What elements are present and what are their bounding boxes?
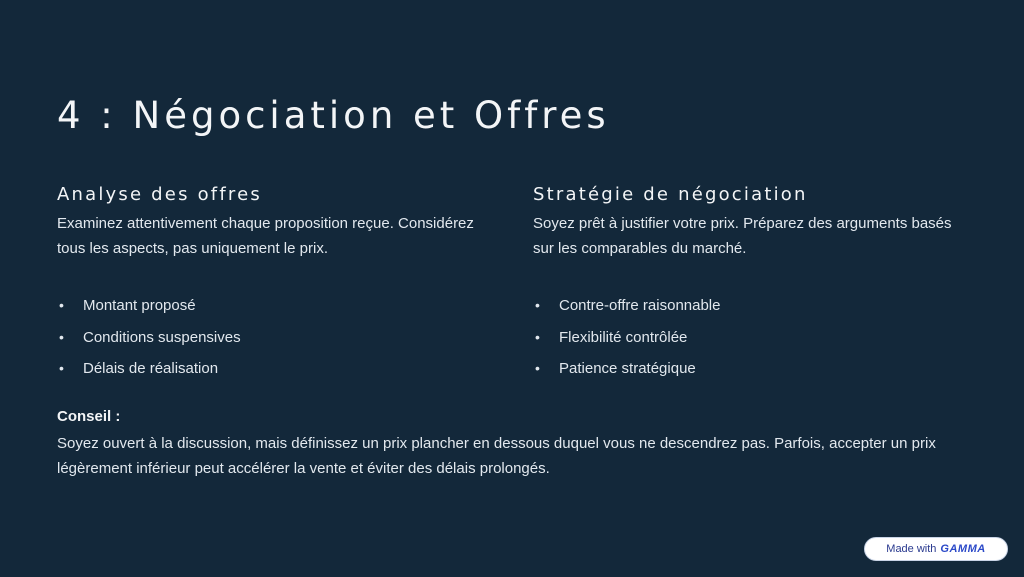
right-column-list	[533, 290, 720, 385]
left-column-list	[57, 290, 241, 385]
left-column-heading: Analyse des offres	[57, 184, 262, 205]
right-column-description: Soyez prêt à justifier votre prix. Préparez des arguments basés sur les comparables du marché.	[533, 215, 952, 257]
list-item-label: Contre-offre raisonnable	[559, 297, 721, 314]
tip-block	[57, 405, 967, 481]
tip-title: Conseil :	[57, 408, 121, 425]
list-item-label: Conditions suspensives	[83, 328, 241, 346]
gamma-logo: GAMMA	[940, 543, 986, 555]
list-item	[533, 322, 720, 354]
list-item-label: Flexibilité contrôlée	[559, 328, 688, 346]
bullet-icon: •	[59, 297, 64, 313]
left-column-description: Examinez attentivement chaque proposition reçue. Considérez tous les aspects, pas uniquement le prix.	[57, 215, 474, 257]
tip-body: Soyez ouvert à la discussion, mais définissez un prix plancher en dessous duquel vous ne descendrez pas. Parfois, accepter un prix légèrement inférieur peut accélérer la vente et éviter des délais prolongés.	[57, 435, 936, 477]
badge-made-with-label: Made with	[886, 543, 937, 555]
bullet-icon: •	[535, 328, 540, 345]
list-item	[533, 353, 720, 385]
list-item	[533, 290, 720, 322]
list-item	[57, 322, 241, 354]
made-with-gamma-badge[interactable]	[864, 537, 1008, 561]
right-column	[533, 183, 973, 377]
list-item	[57, 290, 241, 322]
right-column-heading: Stratégie de négociation	[533, 184, 808, 205]
list-item	[57, 353, 241, 385]
slide-title: 4 : Négociation et Offres	[57, 94, 610, 137]
list-item-label: Délais de réalisation	[83, 360, 219, 377]
bullet-icon: •	[535, 297, 540, 313]
left-column	[57, 183, 497, 377]
bullet-icon: •	[59, 360, 64, 376]
list-item-label: Patience stratégique	[559, 360, 696, 377]
bullet-icon: •	[535, 360, 540, 376]
bullet-icon: •	[59, 328, 64, 345]
list-item-label: Montant proposé	[83, 297, 196, 314]
